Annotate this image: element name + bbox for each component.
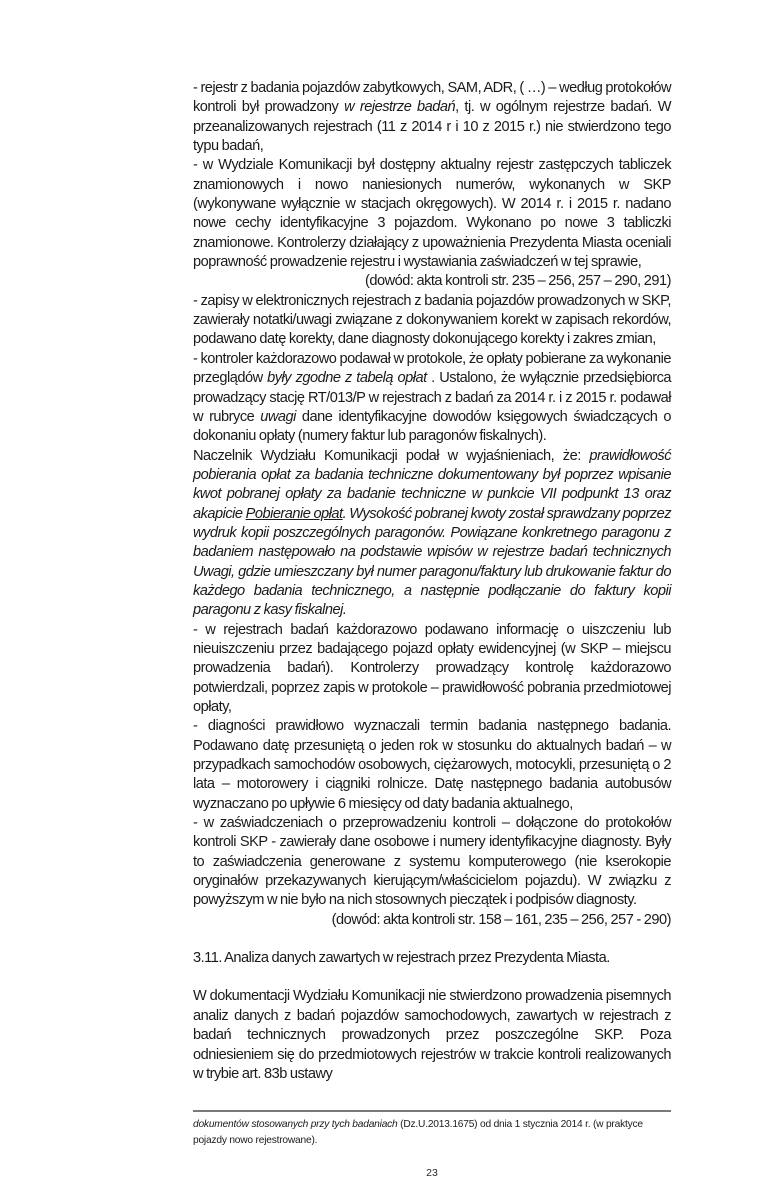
paragraph-registration-fee: - w rejestrach badań każdorazowo podawano informację o uiszczeniu lub nieuiszczeniu przez badającego pojazd opłaty ewidencyjnej (w SKP – miejscu prowadzenia badań). Kontrolerzy prowadzący kontrolę każdorazowo potwierdzali, poprzez zapis w protokole – prawidłowość pobrania przedmiotowej opłaty, (193, 621, 671, 715)
paragraph-analysis: W dokumentacji Wydziału Komunikacji nie stwierdzono prowadzenia pisemnych analiz danych z badań pojazdów samochodowych, zawartych w rejestrach z badań technicznych prowadzonych przez poszczególne SKP. Poza odniesieniem się do przedmiotowych rejestrów w trakcie kontroli realizowanych w trybie art. 83b ustawy (193, 988, 671, 1082)
quote-explanation-part-2: . Wysokość pobranej kwoty został sprawdzany poprzez wydruk kopii poszczególnych paragonów. Powiązane konkretnego paragonu z badaniem następowało na podstawie wpisów w rejestrze badań technicznych Uwagi, gdzie umieszczany był numer paragonu/faktury lub drukowanie faktur do każdego badania technicznego, a następnie podłączanie do faktury kopii paragonu z kasy fiskalnej. (193, 505, 671, 619)
paragraph-fees-protocol: - kontroler każdorazowo podawał w protokole, że opłaty pobierane za wykonanie przeglądów były zgodne z tabelą opłat . Ustalono, że wyłącznie przedsiębiorca prowadzący stację RT/013/P w rejestrach z badań za 2014 r. i z 2015 r. podawał w rubryce uwagi dane identyfikacyjne dowodów księgowych świadczących o dokonaniu opłaty (numery faktur lub paragonów fiskalnych). (193, 350, 671, 445)
page-number: 23 (426, 1167, 438, 1180)
footer-area (193, 1110, 671, 1180)
quote-explanation-part-1: prawidłowość pobierania opłat za badania techniczne dokumentowany był poprzez wpisanie kwot pobranej opłaty za badanie techniczne w punkcie VII podpunkt 13 oraz akapicie (193, 447, 671, 522)
paragraph-replacement-plates-register: - w Wydziale Komunikacji był dostępny aktualny rejestr zastępczych tabliczek znamionowych i nowo naniesionych numerów, wykonanych w SKP (wykonywane wyłącznie w stacjach okręgowych). W 2014 r. i 2015 r. nadano nowe cechy identyfikacyjne 3 pojazdom. Wykonano po nowe 3 tabliczki znamionowe. Kontrolerzy działający z upoważnienia Prezydenta Miasta oceniali poprawność prowadzenie rejestru i wystawiania zaświadczeń w tej sprawie, (193, 157, 671, 271)
body-text (193, 79, 671, 1084)
footnote: dokumentów stosowanych przy tych badaniach (Dz.U.2013.1675) od dnia 1 stycznia 2014 r. (w praktyce pojazdy nowo rejestrowane). (193, 1119, 643, 1146)
evidence-citation-2: (dowód: akta kontroli str. 158 – 161, 235 – 256, 257 - 290) (331, 911, 671, 928)
emphasis-fee-table: były zgodne z tabelą opłat (267, 370, 427, 387)
footnote-emphasis: dokumentów stosowanych przy tych badaniach (193, 1119, 398, 1131)
evidence-citation-1: (dowód: akta kontroli str. 235 – 256, 257 – 290, 291) (364, 273, 671, 290)
paragraph-next-inspection-date: - diagności prawidłowo wyznaczali termin badania następnego badania. Podawano datę przesuniętą o jeden rok w stosunku do aktualnych badań – w przypadkach samochodów osobowych, ciężarowych, motocykli, przesuniętą o 2 lata – motorowery i ciągniki rolnicze. Datę następnego badania autobusów wyznaczano po upływie 6 miesięcy od daty badania aktualnego, (193, 718, 671, 812)
emphasis-remarks: uwagi (260, 408, 296, 425)
paragraph-certificates: - w zaświadczeniach o przeprowadzeniu kontroli – dołączone do protokołów kontroli SKP - zawierały dane osobowe i numery identyfikacyjne diagnosty. Były to zaświadczenia generowane z systemu komputerowego (nie kserokopie oryginałów przekazywanych kierującym/właścicielom pojazdu). W związku z powyższym w nie było na nich stosownych pieczątek i podpisów diagnosty. (193, 815, 671, 909)
paragraph-electronic-records: - zapisy w elektronicznych rejestrach z badania pojazdów prowadzonych w SKP, zawierały notatki/uwagi związane z dokonywaniem korekt w zapisach rekordów, podawano datę korekty, dane diagnosty dokonującego korekty i zakres zmian, (193, 292, 671, 348)
paragraph-head-explanation: Naczelnik Wydziału Komunikacji podał w wyjaśnieniach, że: prawidłowość pobierania opłat za badania techniczne dokumentowany był poprzez wpisanie kwot pobranej opłaty za badanie techniczne w punkcie VII podpunkt 13 oraz akapicie Pobieranie opłat. Wysokość pobranej kwoty został sprawdzany poprzez wydruk kopii poszczególnych paragonów. Powiązane konkretnego paragonu z badaniem następowało na podstawie wpisów w rejestrze badań technicznych Uwagi, gdzie umieszczany był numer paragonu/faktury lub drukowanie faktur do każdego badania technicznego, a następnie podłączanie do faktury kopii paragonu z kasy fiskalnej. (193, 447, 671, 619)
footnote-separator (193, 1110, 671, 1112)
section-heading: 3.11. Analiza danych zawartych w rejestrach przez Prezydenta Miasta. (193, 950, 610, 967)
underlined-fee-collection: Pobieranie opłat (245, 505, 343, 522)
paragraph-historic-vehicles-register: - rejestr z badania pojazdów zabytkowych, SAM, ADR, ( …) – według protokołów kontroli był prowadzony w rejestrze badań, tj. w ogólnym rejestrze badań. W przeanalizowanych rejestrach (11 z 2014 r i 10 z 2015 r.) nie stwierdzono tego typu badań, (193, 80, 671, 155)
emphasis-register: w rejestrze badań (344, 99, 456, 116)
